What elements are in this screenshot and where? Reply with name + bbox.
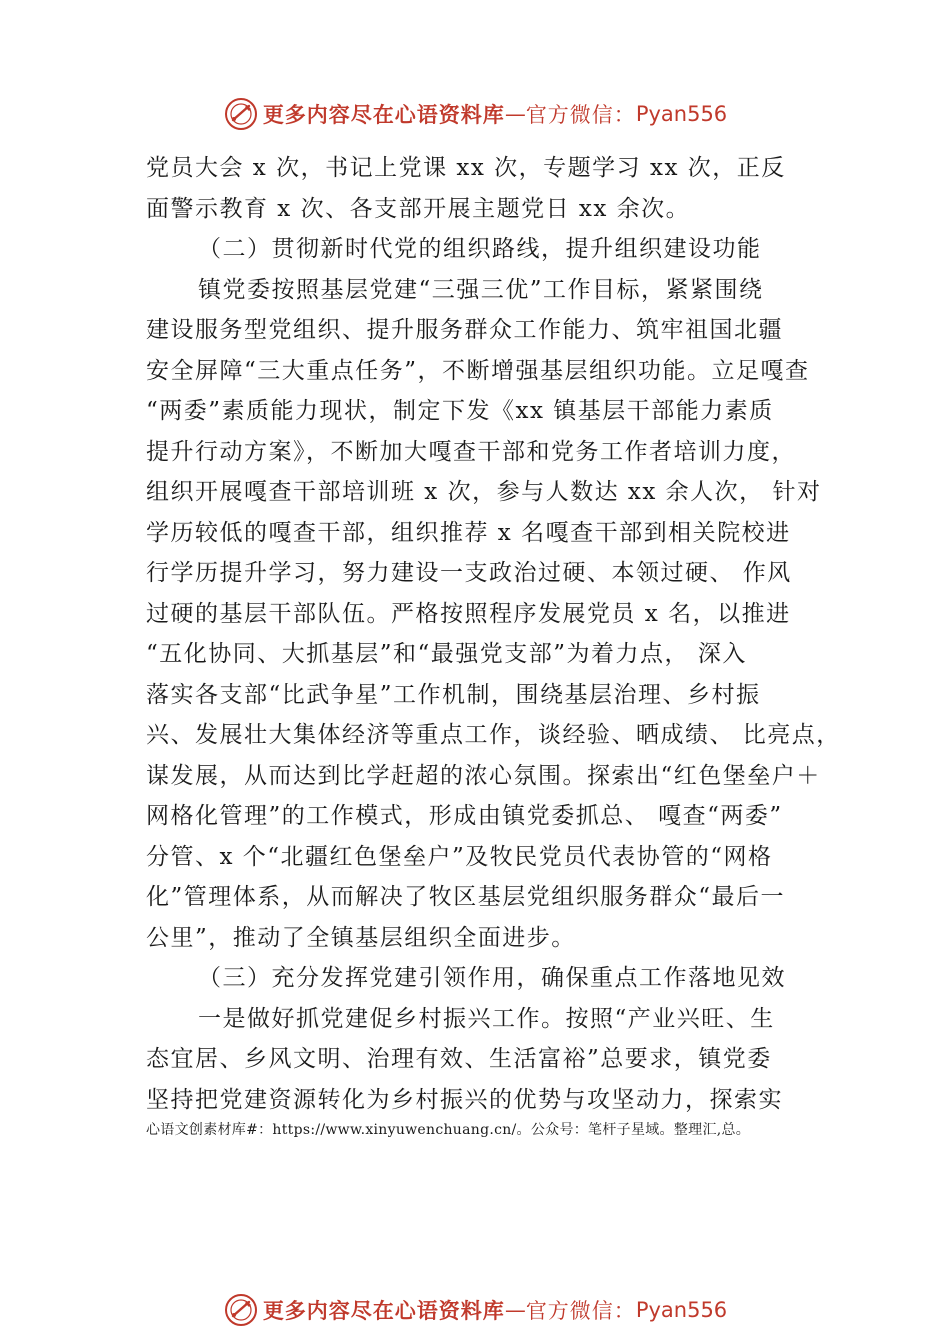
source-footer-note: 心语文创素材库#：https://www.xinyuwenchuang.cn/。公众号：笔杆子星域。整理汇,总。 <box>146 1122 751 1138</box>
body-text <box>146 148 846 1120</box>
body-line: 建设服务型党组织、提升服务群众工作能力、筑牢祖国北疆 <box>146 317 783 343</box>
banner-wechat-id: Pyan556 <box>635 1298 728 1322</box>
banner-wechat-label: 官方微信： <box>525 103 636 127</box>
banner-dash: — <box>504 1298 526 1322</box>
body-line: 谋发展，从而达到比学赶超的浓心氛围。探索出“红色堡垒户＋ <box>146 762 821 789</box>
body-line: 网格化管理”的工作模式，形成由镇党委抓总、 嘎查“两委” <box>146 803 783 829</box>
body-line: 化”管理体系，从而解决了牧区基层党组织服务群众“最后一 <box>146 884 786 910</box>
body-line: 落实各支部“比武争星”工作机制，围绕基层治理、乡村振 <box>146 681 761 708</box>
section-heading-3: （三）充分发挥党建引领作用，确保重点工作落地见效 <box>198 965 786 991</box>
body-line: 兴、发展壮大集体经济等重点工作，谈经验、晒成绩、 比亮点， <box>146 722 841 748</box>
body-line: 安全屏障“三大重点任务”，不断增强基层组织功能。立足嘎查 <box>146 357 810 384</box>
body-line: 镇党委按照基层党建“三强三优”工作目标，紧紧围绕 <box>198 276 764 303</box>
banner-dash: — <box>504 102 526 126</box>
body-line: 行学历提升学习，努力建设一支政治过硬、本领过硬、 作风 <box>146 560 792 586</box>
body-line: “五化协同、大抓基层”和“最强党支部”为着力点， 深入 <box>146 641 747 667</box>
body-line: 分管、x 个“北疆红色堡垒户”及牧民党员代表协管的“网格 <box>146 843 773 870</box>
banner-wechat-id: Pyan556 <box>635 102 728 126</box>
banner-brand-text: 更多内容尽在心语资料库 <box>262 103 505 127</box>
body-line: 党员大会 x 次，书记上党课 xx 次，专题学习 xx 次，正反 <box>146 155 786 181</box>
body-line: 学历较低的嘎查干部，组织推荐 x 名嘎查干部到相关院校进 <box>146 519 791 546</box>
footer-watermark-banner <box>0 1290 950 1330</box>
seal-logo-icon <box>223 1292 259 1328</box>
section-heading-2: （二）贯彻新时代党的组织路线，提升组织建设功能 <box>198 236 762 262</box>
body-line: “两委”素质能力现状，制定下发《xx 镇基层干部能力素质 <box>146 398 774 424</box>
body-line: 组织开展嘎查干部培训班 x 次，参与人数达 xx 余人次， 针对 <box>146 479 822 505</box>
body-line: 公里”，推动了全镇基层组织全面进步。 <box>146 924 576 951</box>
body-line: 面警示教育 x 次、各支部开展主题党日 xx 余次。 <box>146 195 691 222</box>
header-watermark-banner <box>0 94 950 134</box>
body-line: 态宜居、乡风文明、治理有效、生活富裕”总要求，镇党委 <box>146 1046 772 1072</box>
seal-logo-icon <box>223 96 259 132</box>
body-line: 提升行动方案》，不断加大嘎查干部和党务工作者培训力度， <box>146 438 796 465</box>
body-line: 坚持把党建资源转化为乡村振兴的优势与攻坚动力，探索实 <box>146 1086 783 1113</box>
body-line: 一是做好抓党建促乡村振兴工作。按照“产业兴旺、生 <box>198 1005 775 1032</box>
banner-wechat-label: 官方微信： <box>525 1299 636 1323</box>
banner-brand-text: 更多内容尽在心语资料库 <box>262 1299 505 1323</box>
body-line: 过硬的基层干部队伍。严格按照程序发展党员 x 名，以推进 <box>146 600 791 627</box>
